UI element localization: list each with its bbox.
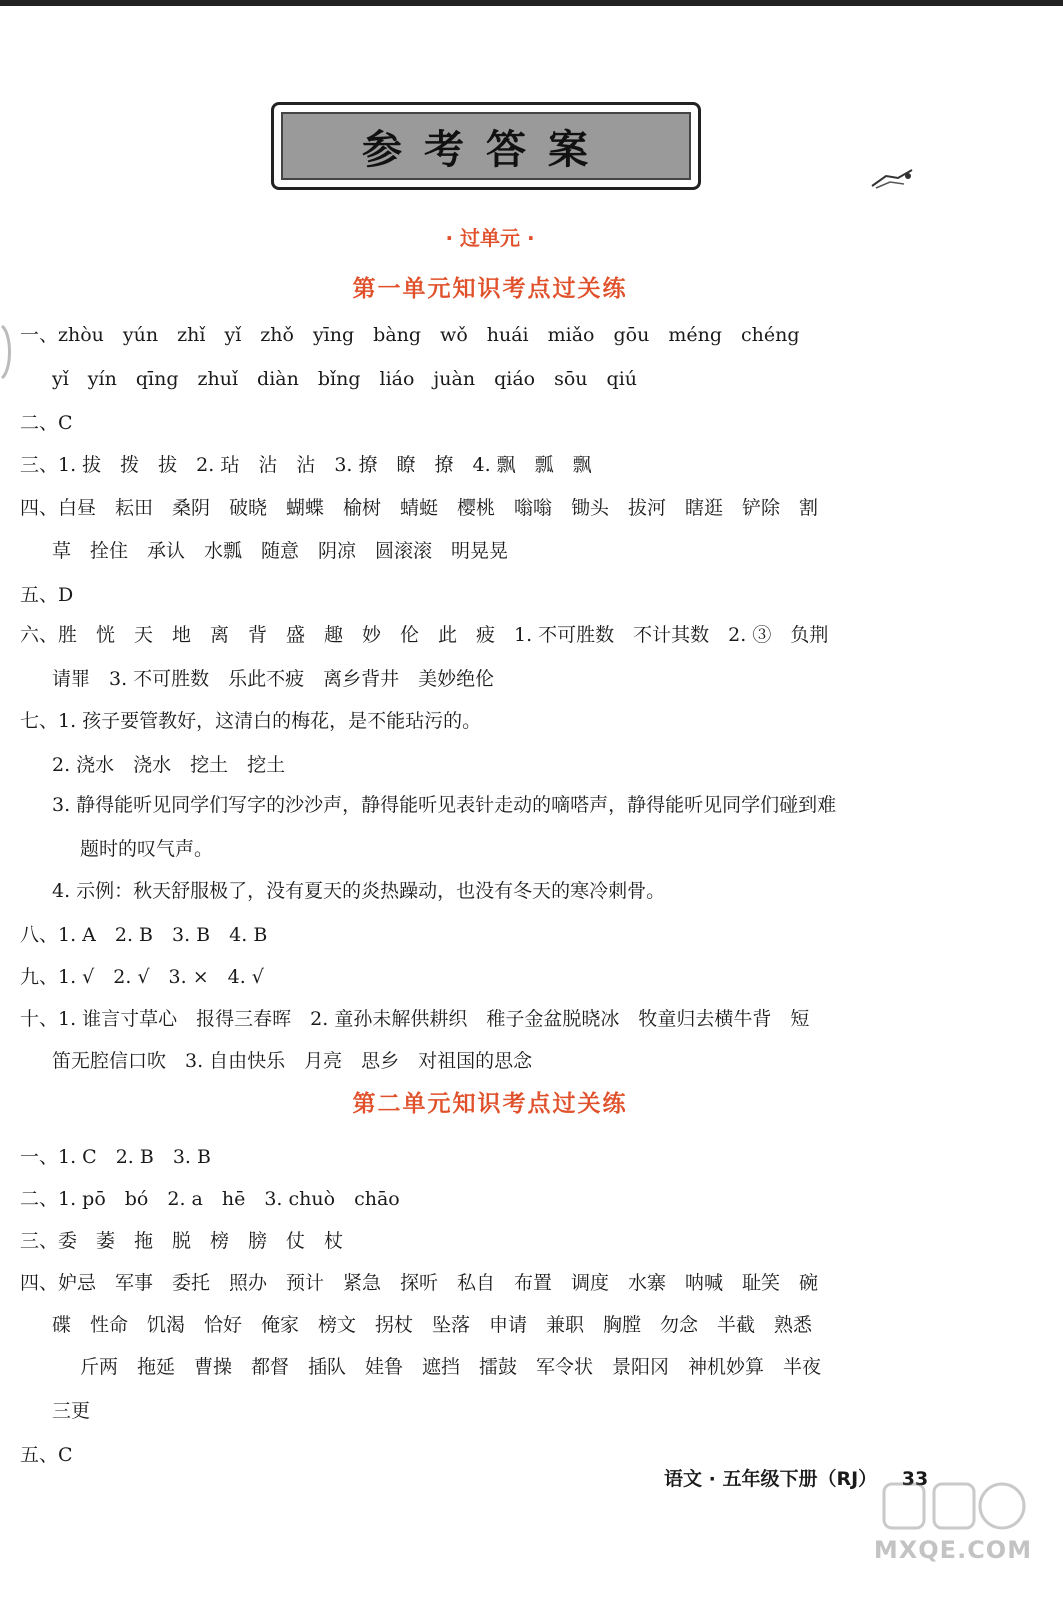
answer-line: 三、1. 拔 拨 拔 2. 玷 沾 沾 3. 撩 瞭 撩 4. 飘 瓢 飘 <box>20 454 592 476</box>
answer-line: 三、委 萎 拖 脱 榜 膀 仗 杖 <box>20 1230 344 1252</box>
answer-line: 七、1. 孩子要管教好，这清白的梅花，是不能玷污的。 <box>20 710 482 732</box>
answer-line: yǐ yín qīng zhuǐ diàn bǐng liáo juàn qiáo sōu qiú <box>52 368 638 390</box>
binding-clip-mark <box>0 322 14 382</box>
page-title: 参考答案 <box>281 112 691 180</box>
answer-line: 请罪 3. 不可胜数 乐此不疲 离乡背井 美妙绝伦 <box>52 668 495 690</box>
unit1-heading: 第一单元知识考点过关练 <box>352 276 628 302</box>
footer-subject: 语文 · 五年级下册（RJ） <box>664 1468 878 1490</box>
answer-line: 十、1. 谁言寸草心 报得三春晖 2. 童孙未解供耕织 稚子金盆脱晓冰 牧童归去横牛背 短 <box>20 1008 810 1030</box>
answer-line: 4. 示例：秋天舒服极了，没有夏天的炎热躁动，也没有冬天的寒冷刺骨。 <box>52 880 666 902</box>
answer-line: 五、D <box>20 584 74 606</box>
unit2-heading: 第二单元知识考点过关练 <box>352 1091 628 1117</box>
watermark-text: MXQE.COM <box>873 1536 1033 1564</box>
answer-line: 一、1. C 2. B 3. B <box>20 1146 211 1168</box>
answer-line: 五、C <box>20 1444 73 1466</box>
answer-line: 八、1. A 2. B 3. B 4. B <box>20 924 268 946</box>
answer-line: 2. 浇水 浇水 挖土 挖土 <box>52 754 286 776</box>
answer-line: 三更 <box>52 1400 91 1422</box>
section-subtitle: · 过单元 · <box>445 226 535 250</box>
answer-line: 二、1. pō bó 2. a hē 3. chuò chāo <box>20 1188 400 1210</box>
answer-line: 四、妒忌 军事 委托 照办 预计 紧急 探听 私自 布置 调度 水寨 呐喊 耻笑 碗 <box>20 1272 819 1294</box>
answer-line: 二、C <box>20 412 73 434</box>
answer-line: 题时的叹气声。 <box>80 838 214 860</box>
answer-line: 六、胜 恍 天 地 离 背 盛 趣 妙 伦 此 疲 1. 不可胜数 不计其数 2. ③ 负荆 <box>20 624 829 646</box>
page-number: 33 <box>901 1468 929 1490</box>
answer-line: 笛无腔信口吹 3. 自由快乐 月亮 思乡 对祖国的思念 <box>52 1050 533 1072</box>
answer-line: 九、1. √ 2. √ 3. × 4. √ <box>20 966 264 988</box>
answer-line: 斤两 拖延 曹操 都督 插队 娃鲁 遮挡 擂鼓 军令状 景阳冈 神机妙算 半夜 <box>80 1356 822 1378</box>
watermark <box>868 1460 1038 1580</box>
answer-line: 一、zhòu yún zhǐ yǐ zhǒ yīng bàng wǒ huái miǎo gōu méng chéng <box>20 324 800 346</box>
answer-line: 草 拴住 承认 水瓢 随意 阴凉 圆滚滚 明晃晃 <box>52 540 509 562</box>
answer-line: 碟 性命 饥渴 恰好 俺家 榜文 拐杖 坠落 申请 兼职 胸膛 勿念 半截 熟悉 <box>52 1314 813 1336</box>
answer-line: 四、白昼 耘田 桑阴 破晓 蝴蝶 榆树 蜻蜓 樱桃 嗡嗡 锄头 拔河 瞎逛 铲除 割 <box>20 497 819 519</box>
watermark-logo-icon <box>878 1476 1028 1536</box>
answer-title-frame <box>271 102 701 190</box>
pen-doodle-icon <box>868 166 916 192</box>
answer-line: 3. 静得能听见同学们写字的沙沙声，静得能听见表针走动的嘀嗒声，静得能听见同学们碰到难 <box>52 794 837 816</box>
scan-edge <box>0 0 1063 6</box>
